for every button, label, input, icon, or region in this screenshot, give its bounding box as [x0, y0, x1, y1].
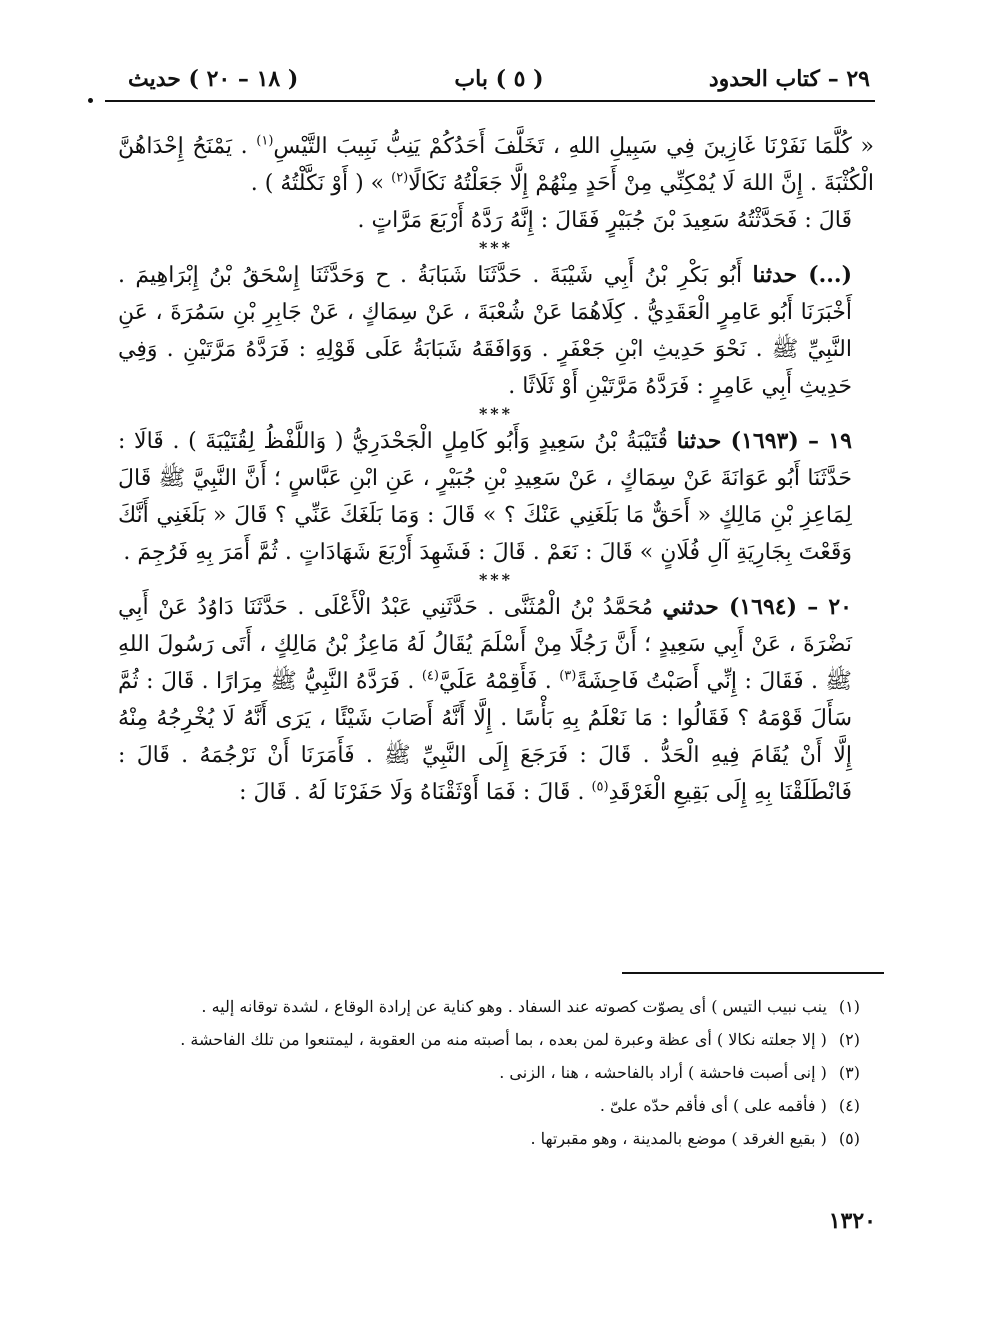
paragraph-2: قَالَ : فَحَدَّثْتُهُ سَعِيدَ بْنَ جُبَيْرٍ فَقَالَ : إِنَّهُ رَدَّهُ أَرْبَعَ مَرَّاتٍ .: [357, 208, 852, 233]
book-title: ٢٩ – كتاب الحدود: [708, 66, 870, 92]
footnote-ref-1: (١): [256, 133, 274, 149]
hadith-19: ١٩ – (١٦٩٣) حدثنا قُتَيْبَةُ بْنُ سَعِيدٍ وَأَبُو كَامِلٍ الْجَحْدَرِيُّ ( وَاللَّفْظُ لِقُتَيْبَةَ ) . قَالَا : حَدَّثَنَا أَبُو عَوَانَةَ عَنْ سِمَاكٍ ، عَنْ سَعِيدِ بْنِ جُبَيْرٍ ، عَنِ ابْنِ عَبَّاسٍ ؛ أَنَّ النَّبِيَّ ﷺ قَالَ لِمَاعِزِ بْنِ مَالِكٍ « أَحَقٌّ مَا بَلَغَنِي عَنْكَ ؟ » قَالَ : وَمَا بَلَغَكَ عَنِّي ؟ قَالَ « بَلَغَنِي أَنَّكَ وَقَعْتَ بِجَارِيَةِ آلِ فُلَانٍ » قَالَ : نَعَمْ . قَالَ : فَشَهِدَ أَرْبَعَ شَهَادَاتٍ . ثُمَّ أَمَرَ بِهِ فَرُجِمَ .: [118, 428, 852, 565]
chain-opener: حدثني: [662, 594, 729, 620]
footnote-ref-5: (٥): [591, 779, 609, 795]
section-separator: ***: [478, 404, 514, 423]
chain-opener: حدثنا: [676, 428, 731, 454]
running-header: [128, 62, 870, 98]
footnote-item: (٣)( إنى أصبت فاحشة ) أراد بالفاحشه ، هنا ، الزنى .: [499, 1063, 860, 1082]
section-separator: ***: [478, 238, 514, 257]
page-number: ١٣٢٠: [828, 1208, 876, 1234]
footnote-ref-4: (٤): [421, 668, 439, 684]
paragraph-1: « كُلَّمَا نَفَرْنَا غَازِينَ فِي سَبِيلِ اللهِ ، تَخَلَّفَ أَحَدُكُمْ يَنِبُّ نَبِيبَ التَّيْسِ$^{(١)}$ . يَمْنَحُ إِحْدَاهُنَّ الْكُثْبَةَ . إِنَّ اللهَ لَا يُمْكِنِّي مِنْ أَحَدٍ مِنْهُمْ إِلَّا جَعَلْتُهُ نَكَالًا$^{(٢)}$ » ( أَوْ نَكَّلْتُهُ ) .: [118, 133, 874, 196]
footnotes: [160, 990, 860, 1155]
main-text: [118, 128, 874, 811]
hadith-number: ١٩ – (١٦٩٣): [730, 428, 852, 454]
paragraph-3: (...) حدثنا أَبُو بَكْرِ بْنُ أَبِي شَيْبَةَ . حَدَّثَنَا شَبَابَةُ . ح وَحَدَّثَنَا إِسْحَقُ بْنُ إِبْرَاهِيمَ . أَخْبَرَنَا أَبُو عَامِرٍ الْعَقَدِيُّ . كِلَاهُمَا عَنْ شُعْبَةَ ، عَنْ سِمَاكٍ ، عَنْ جَابِرِ بْنِ سَمُرَةَ ، عَنِ النَّبِيِّ ﷺ . نَحْوَ حَدِيثِ ابْنِ جَعْفَرٍ . وَوَافَقَهُ شَبَابَةُ عَلَى قَوْلِهِ : فَرَدَّهُ مَرَّتَيْنِ . وَفِي حَدِيثِ أَبِي عَامِرٍ : فَرَدَّهُ مَرَّتَيْنِ أَوْ ثَلَاثًا .: [118, 262, 852, 399]
footnote-ref-2: (٢): [391, 170, 409, 186]
footnote-ref-3: (٣): [559, 668, 577, 684]
header-divider: [105, 100, 875, 102]
footnote-item: (٤)( فأقمه على ) أى فأقم حدّه علىّ .: [599, 1096, 860, 1115]
chapter-label: ( ٥ ) باب: [454, 66, 544, 92]
footnote-divider: [622, 972, 884, 974]
section-separator: ***: [478, 570, 514, 589]
hadith-range: ( ١٨ – ٢٠ ) حديث: [128, 66, 299, 92]
footnote-item: (٢)( إلا جعلته نكالا ) أى عظة وعبرة لمن بعده ، بما أصبته منه من العقوبة ، ليمتنعوا من تلك الفاحشة .: [180, 1030, 860, 1049]
hadith-number: ٢٠ – (١٦٩٤): [728, 594, 852, 620]
header-dot: [88, 98, 93, 103]
chain-opener: (...) حدثنا: [752, 262, 852, 288]
footnote-item: (١)ينب نبيب التيس ) أى يصوّت كصوته عند السفاد . وهو كناية عن إرادة الوقاع ، لشدة توقانه إليه .: [201, 997, 860, 1016]
hadith-20: ٢٠ – (١٦٩٤) حدثني مُحَمَّدُ بْنُ الْمُثَنَّى . حَدَّثَنِي عَبْدُ الْأَعْلَى . حَدَّثَنَا دَاوُدُ عَنْ أَبِي نَضْرَةَ ، عَنْ أَبِي سَعِيدٍ ؛ أَنَّ رَجُلًا مِنْ أَسْلَمَ يُقَالُ لَهُ مَاعِزُ بْنُ مَالِكٍ ، أَتَى رَسُولَ اللهِ ﷺ . فَقَالَ : إِنِّي أَصَبْتُ فَاحِشَةً$^{(٣)}$ . فَأَقِمْهُ عَلَيَّ$^{(٤)}$ . فَرَدَّهُ النَّبِيُّ ﷺ مِرَارًا . قَالَ : ثُمَّ سَأَلَ قَوْمَهُ ؟ فَقَالُوا : مَا نَعْلَمُ بِهِ بَأْسًا . إِلَّا أَنَّهُ أَصَابَ شَيْئًا ، يَرَى أَنَّهُ لَا يُخْرِجُهُ مِنْهُ إِلَّا أَنْ يُقَامَ فِيهِ الْحَدُّ . قَالَ : فَرَجَعَ إِلَى النَّبِيِّ ﷺ . فَأَمَرَنَا أَنْ نَرْجُمَهُ . قَالَ : فَانْطَلَقْنَا بِهِ إِلَى بَقِيعِ الْغَرْقَدِ$^{(٥)}$ . قَالَ : فَمَا أَوْثَقْنَاهُ وَلَا حَفَرْنَا لَهُ . قَالَ :: [118, 594, 852, 805]
footnote-item: (٥)( بقيع الغرقد ) موضع بالمدينة ، وهو مقبرتها .: [530, 1129, 860, 1148]
